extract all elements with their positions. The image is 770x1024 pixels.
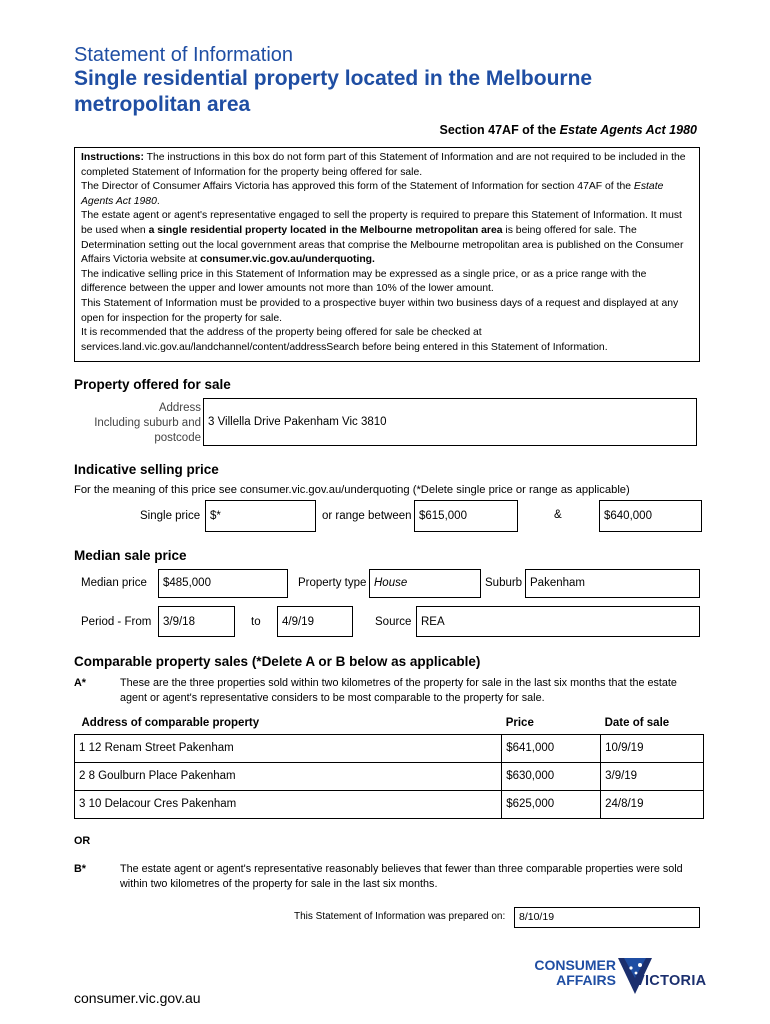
document-label: Statement of Information: [74, 44, 294, 66]
instructions-para-2: The Director of Consumer Affairs Victoria has approved this form of the Statement of Information for section 47AF of the Estate Agents Act 1980.: [81, 181, 664, 207]
address-label: Address Including suburb and postcode: [94, 402, 201, 444]
table-row: [75, 762, 704, 790]
row-date[interactable]: 3/9/19: [601, 762, 704, 790]
property-address-field[interactable]: 3 Villella Drive Pakenham Vic 3810: [203, 398, 697, 446]
row-date[interactable]: 24/8/19: [601, 790, 704, 818]
property-type-field[interactable]: House: [369, 569, 481, 598]
comparable-heading: Comparable property sales (*Delete A or B below as applicable): [74, 654, 481, 669]
option-b-marker: B*: [74, 863, 86, 875]
section-reference: [440, 123, 697, 137]
source-label: Source: [375, 616, 412, 628]
prepared-label: This Statement of Information was prepared on:: [294, 911, 506, 922]
range-high-field[interactable]: $640,000: [599, 500, 702, 532]
title-line-1: Single residential property located in the Melbourne: [74, 67, 593, 90]
range-ampersand: &: [554, 509, 562, 521]
row-address[interactable]: 1 12 Renam Street Pakenham: [75, 734, 502, 762]
instructions-para-4: The indicative selling price in this Statement of Information may be expressed as a single price, or as a price range with the difference between the upper and lower amounts not more than 10% of the lower amount.: [81, 268, 647, 295]
option-a-marker: A*: [74, 677, 86, 689]
indicative-heading: Indicative selling price: [74, 462, 219, 477]
instructions-para-1: Instructions: The instructions in this box do not form part of this Statement of Information and are not required to be included in the completed Statement of Information for the property being offered for sale.: [81, 152, 686, 178]
period-to-label: to: [251, 616, 261, 628]
row-address[interactable]: 2 8 Goulburn Place Pakenham: [75, 762, 502, 790]
instructions-box: [74, 147, 700, 362]
instructions-para-5: This Statement of Information must be provided to a prospective buyer within two business days of a request and displayed at any open for inspection for the property for sale.: [81, 297, 679, 324]
period-from-field[interactable]: 3/9/18: [158, 606, 235, 637]
col-header-address: Address of comparable property: [81, 716, 260, 729]
indicative-note: For the meaning of this price see consumer.vic.gov.au/underquoting (*Delete single price or range as applicable): [74, 484, 630, 496]
comparable-table: [74, 712, 704, 819]
median-heading: Median sale price: [74, 548, 187, 563]
consumer-affairs-victoria-logo: [528, 957, 707, 1008]
row-price[interactable]: $641,000: [502, 734, 601, 762]
period-from-label: Period - From: [81, 616, 152, 628]
title-line-2: metropolitan area: [74, 93, 251, 116]
source-field[interactable]: REA: [416, 606, 700, 637]
row-date[interactable]: 10/9/19: [601, 734, 704, 762]
suburb-label: Suburb: [485, 577, 523, 589]
property-type-label: Property type: [298, 577, 367, 589]
instructions-para-3: The estate agent or agent's representative engaged to sell the property is required to prepare this Statement of Information. It must be used when a single residential property located in the Melbourne metropolitan area is being offered for sale. The Determination setting out the local government areas that comprise the Melbourne metropolitan area is published on the Consumer Affairs Victoria website at consumer.vic.gov.au/underquoting.: [81, 210, 684, 266]
option-b-text: The estate agent or agent's representative reasonably believes that fewer than three comparable properties were sold within two kilometres of the property for sale in the last six months.: [120, 863, 683, 890]
logo-victoria-text: VICTORIA: [635, 973, 707, 989]
row-address[interactable]: 3 10 Delacour Cres Pakenham: [75, 790, 502, 818]
median-price-field[interactable]: $485,000: [158, 569, 288, 598]
logo-text: CONSUMER AFFAIRS: [534, 957, 616, 988]
median-price-label: Median price: [81, 577, 147, 589]
option-a-text: These are the three properties sold within two kilometres of the property for sale in the last six months that the estate agent or agent's representative considers to be most comparable to the property for sale.: [120, 677, 677, 704]
row-price[interactable]: $625,000: [502, 790, 601, 818]
document-title: [74, 66, 592, 118]
instructions-para-6: It is recommended that the address of the property being offered for sale be checked at services.land.vic.gov.au/landchannel/content/addressSearch before being entered in this Statement of Information.: [81, 327, 608, 353]
table-header-row: [75, 712, 704, 734]
col-header-price: Price: [505, 716, 534, 729]
instructions-heading: Instructions:: [81, 152, 144, 163]
period-to-field[interactable]: 4/9/19: [277, 606, 353, 637]
section-prefix: Section 47AF of the: [439, 123, 560, 137]
single-price-field[interactable]: $*: [205, 500, 316, 532]
suburb-field[interactable]: Pakenham: [525, 569, 700, 598]
row-price[interactable]: $630,000: [502, 762, 601, 790]
footer-url[interactable]: consumer.vic.gov.au: [74, 990, 201, 1006]
single-price-label: Single price: [140, 510, 201, 522]
range-label: or range between: [322, 510, 412, 522]
section-act: Estate Agents Act 1980: [559, 123, 697, 137]
table-row: [75, 734, 704, 762]
prepared-date-field[interactable]: 8/10/19: [514, 907, 700, 928]
table-row: [75, 790, 704, 818]
range-low-field[interactable]: $615,000: [414, 500, 518, 532]
col-header-date: Date of sale: [604, 716, 670, 729]
property-heading: Property offered for sale: [74, 377, 231, 392]
or-separator: OR: [74, 835, 91, 847]
